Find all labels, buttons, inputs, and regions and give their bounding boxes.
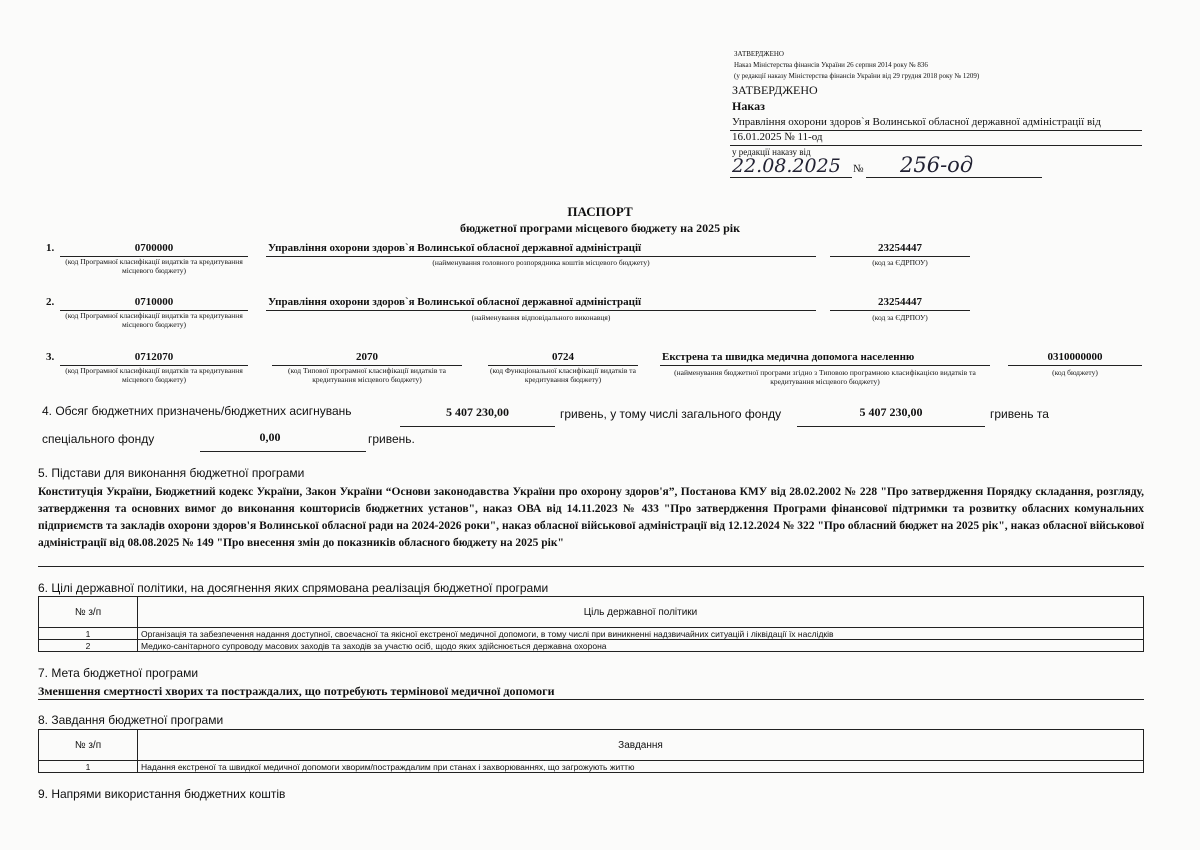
section5-basis-text: Конституція України, Бюджетний кодекс України, Закон України “Основи законодавства України про охорону здоров'я”, Постанова КМУ від 28.02.2002 № 228 "Про затвердження Порядку складання, розгляду, затвердження та основних вимог до виконання кошторисів бюджетних установ", наказ ОВА від 14.11.2023 № 433 "Про затвердження Програми фінансової підтримки та розвитку обласних комунальних підприємств та закладів охорони здоров'я Волинської обласної ради на 2024-2026 роки", наказ обласної військової адміністрації від 12.12.2024 № 322 "Про обласний бюджет на 2025 рік", наказ обласної військової адміністрації від 08.08.2025 № 149 "Про внесення змін до показників обласного бюджету на 2025 рік" — [38, 486, 1144, 549]
row1-program-code: 0700000 — [134, 242, 174, 254]
section4-label: 4. Обсяг бюджетних призначень/бюджетних асигнувань — [42, 404, 352, 418]
special-fund-uah: гривень. — [368, 432, 415, 446]
goals-table — [38, 596, 1144, 652]
row1-name-line — [266, 256, 816, 257]
row2-edrpou: 23254447 — [878, 296, 922, 308]
page-subtitle: бюджетної програми місцевого бюджету на 2025 рік — [460, 221, 740, 235]
approval-line-4: ЗАТВЕРДЖЕНО — [732, 83, 818, 97]
row3-program-code: 0712070 — [134, 351, 174, 363]
row3-code-caption: (код Програмної класифікації видатків та кредитування місцевого бюджету) — [65, 366, 243, 384]
row3-typical-code: 2070 — [356, 351, 378, 363]
row1-edrpou: 23254447 — [878, 242, 922, 254]
row1-code-caption: (код Програмної класифікації видатків та кредитування місцевого бюджету) — [65, 257, 243, 275]
total-amount: 5 407 230,00 — [446, 405, 509, 419]
goal-text: Медико-санітарного супроводу масових заходів та заходів за участю осіб, щодо яких здійснюється державна охорона — [138, 640, 1144, 652]
row3-budget-line — [1008, 365, 1142, 366]
general-fund-line — [797, 426, 985, 427]
date-underline — [730, 177, 852, 178]
approval-line-5: Наказ — [732, 99, 765, 113]
goal-text: Організація та забезпечення надання доступної, своєчасної та якісної екстреної медичної допомоги, в тому числі при виникненні надзвичайних ситуацій і ліквідації їх наслідків — [138, 628, 1144, 640]
row2-name: Управління охорони здоров`я Волинської обласної державної адміністрації — [268, 296, 642, 308]
special-fund-amount: 0,00 — [259, 430, 281, 444]
goals-col-goal: Ціль державної політики — [138, 597, 1144, 628]
row3-name-line — [660, 365, 990, 366]
approval-line-1: ЗАТВЕРДЖЕНО — [734, 50, 784, 58]
approval-line-8: у редакції наказу від — [732, 147, 811, 157]
row1-edrpou-caption: (код за ЄДРПОУ) — [872, 258, 928, 267]
section9-heading: 9. Напрями використання бюджетних коштів — [38, 787, 286, 801]
approval-line-6: Управління охорони здоров`я Волинської обласної державної адміністрації від — [732, 116, 1101, 128]
section4-end: гривень та — [990, 407, 1049, 421]
total-amount-line — [400, 426, 555, 427]
row3-program-name: Екстрена та швидка медична допомога населенню — [662, 351, 915, 363]
row2-name-caption: (найменування відповідального виконавця) — [471, 313, 611, 322]
row2-program-code: 0710000 — [134, 296, 174, 308]
approval-line-7: 16.01.2025 № 11-од — [732, 131, 823, 143]
general-fund-amount: 5 407 230,00 — [859, 405, 923, 419]
row2-code-caption: (код Програмної класифікації видатків та кредитування місцевого бюджету) — [65, 311, 243, 329]
section7-line — [38, 699, 1144, 700]
special-fund-label: спеціального фонду — [42, 432, 155, 446]
tasks-table — [38, 729, 1144, 773]
row3-budget-caption: (код бюджету) — [1052, 368, 1098, 377]
approval-no-sign: № — [853, 163, 864, 175]
section7-purpose: Зменшення смертності хворих та постраждалих, що потребують термінової медичної допомоги — [38, 684, 555, 698]
section4-mid: гривень, у тому числі загального фонду — [560, 407, 782, 421]
special-fund-line — [200, 451, 366, 452]
table-row — [39, 761, 1144, 773]
task-text: Надання екстреної та швидкої медичної допомоги хворим/постраждалим при станах і захворюваннях, що загрожують життю — [138, 761, 1144, 773]
section7-heading: 7. Мета бюджетної програми — [38, 666, 199, 680]
handwritten-number: 256-од — [900, 153, 974, 177]
page-title: ПАСПОРТ — [567, 204, 633, 219]
row1-number: 1. — [46, 242, 55, 254]
tasks-col-number: № з/п — [39, 730, 138, 761]
row2-number: 2. — [46, 296, 55, 308]
row1-name-caption: (найменування головного розпорядника коштів місцевого бюджету) — [432, 258, 650, 267]
row2-name-line — [266, 310, 816, 311]
handwritten-date: 22.08.2025 — [732, 155, 841, 177]
row3-functional-code: 0724 — [552, 351, 574, 363]
tasks-table-header — [39, 730, 1144, 761]
row3-number: 3. — [46, 351, 55, 363]
number-underline — [866, 177, 1042, 178]
goals-col-number: № з/п — [39, 597, 138, 628]
row3-name-caption: (найменування бюджетної програми згідно з Типовою програмною класифікацією видатків та кредитування місцевого бюджету) — [674, 368, 976, 386]
section5-line — [38, 566, 1144, 567]
tasks-col-task: Завдання — [138, 730, 1144, 761]
row1-edrpou-line — [830, 256, 970, 257]
table-row — [39, 640, 1144, 652]
row3-budget-code: 0310000000 — [1047, 351, 1103, 363]
row3-functional-caption: (код Функціональної класифікації видатків та кредитування бюджету) — [489, 366, 636, 384]
approval-underline-2 — [730, 145, 1142, 146]
table-row — [39, 628, 1144, 640]
approval-line-2: Наказ Міністерства фінансів України 26 серпня 2014 року № 836 — [734, 61, 928, 69]
goals-table-header — [39, 597, 1144, 628]
section5-heading: 5. Підстави для виконання бюджетної програми — [38, 466, 305, 480]
section6-heading: 6. Цілі державної політики, на досягнення яких спрямована реалізація бюджетної програми — [38, 581, 549, 595]
row2-edrpou-caption: (код за ЄДРПОУ) — [872, 313, 928, 322]
goal-number: 2 — [39, 640, 138, 652]
row3-typical-caption: (код Типової програмної класифікації видатків та кредитування місцевого бюджету) — [287, 366, 447, 384]
task-number: 1 — [39, 761, 138, 773]
section8-heading: 8. Завдання бюджетної програми — [38, 713, 224, 727]
row1-name: Управління охорони здоров`я Волинської обласної державної адміністрації — [268, 242, 642, 254]
approval-line-3: (у редакції наказу Міністерства фінансів України від 29 грудня 2018 року № 1209) — [734, 72, 980, 80]
goal-number: 1 — [39, 628, 138, 640]
row2-edrpou-line — [830, 310, 970, 311]
